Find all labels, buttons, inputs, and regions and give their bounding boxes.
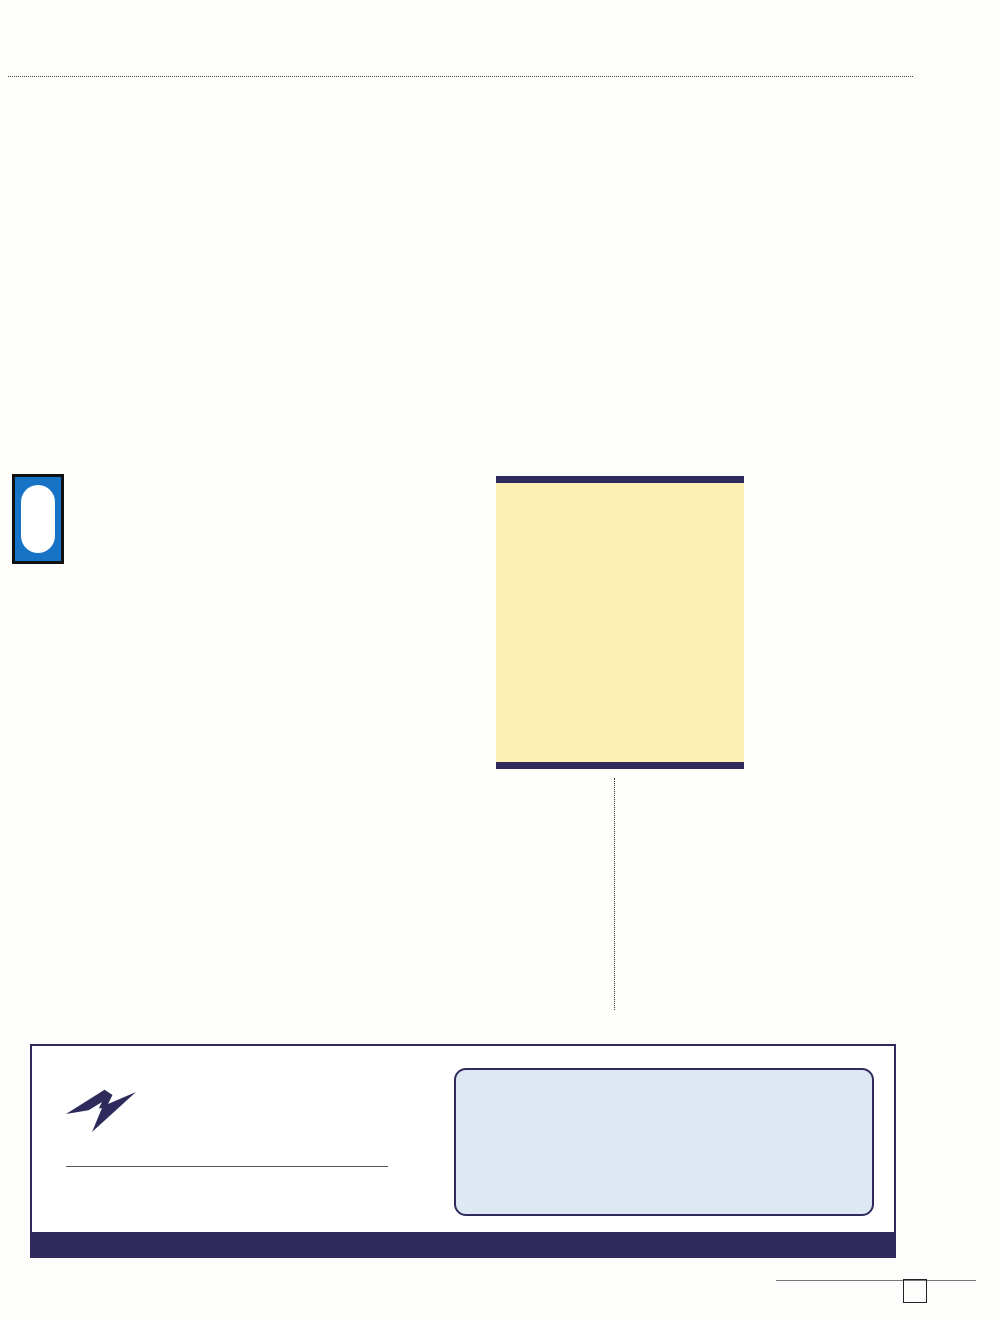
interargo-advertisement[interactable] (30, 1044, 896, 1258)
dropcap-inner (21, 485, 55, 553)
ad-divider (66, 1166, 388, 1167)
interargo-logo-icon (62, 1074, 140, 1138)
page-number (903, 1279, 927, 1303)
column-divider (614, 778, 615, 1010)
ad-services-box (454, 1068, 874, 1216)
dropcap-theta (12, 474, 64, 564)
top-dotted-rule (8, 76, 913, 77)
pull-quote-box (496, 476, 744, 769)
ad-contact-bar (32, 1232, 894, 1256)
footer-rule (776, 1280, 976, 1281)
